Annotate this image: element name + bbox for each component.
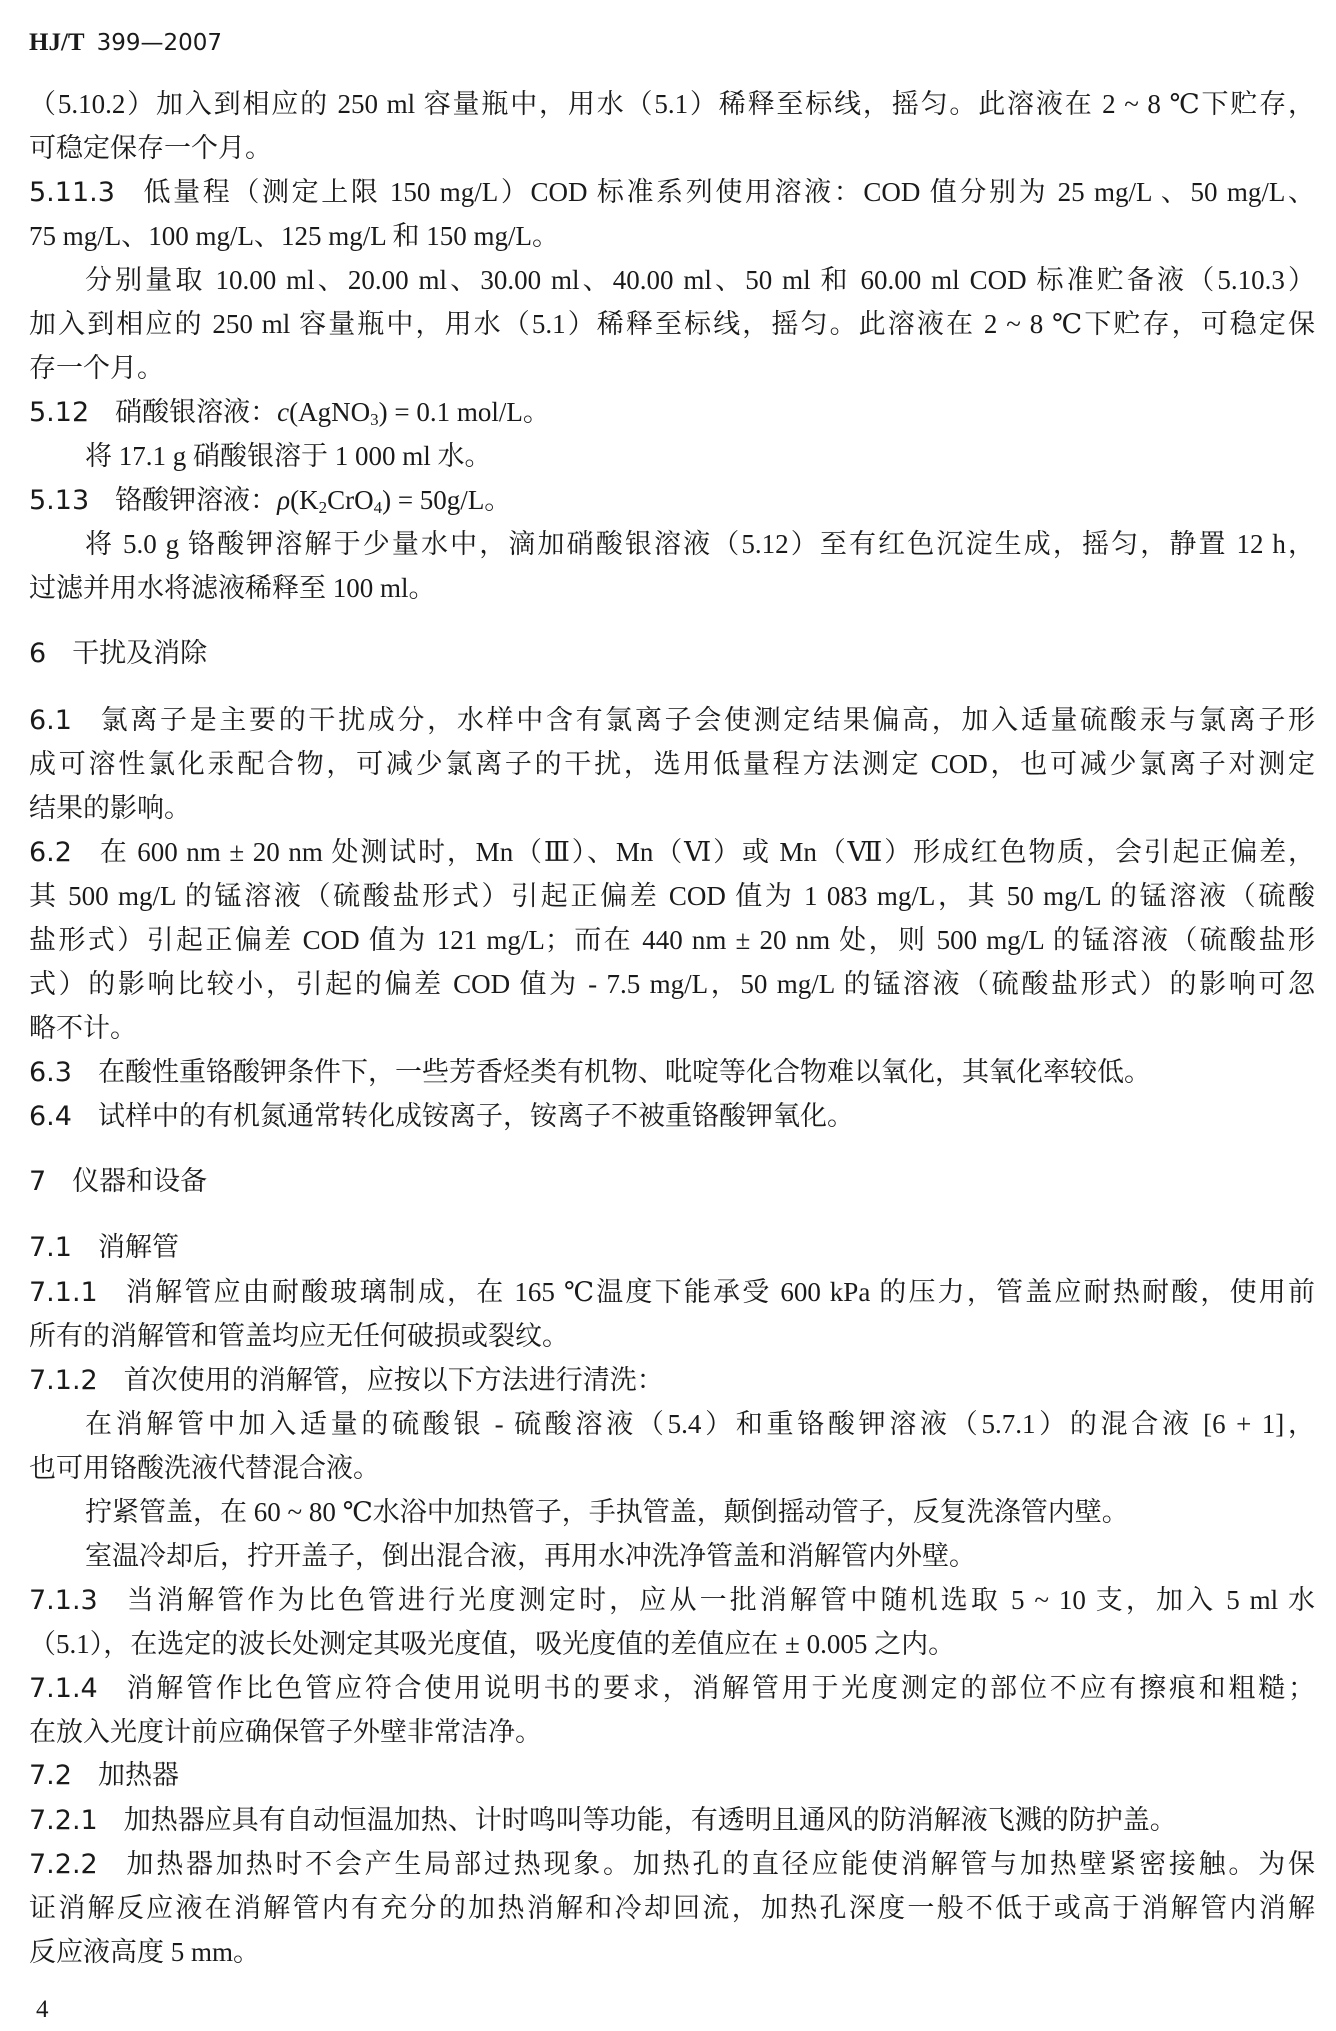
clause-6-2-line-2 bbox=[29, 874, 1315, 918]
line-text: 75 mg/L、100 mg/L、125 mg/L 和 150 mg/L。 bbox=[29, 221, 559, 251]
clause-number: 7.1.4 bbox=[29, 1673, 98, 1704]
clause-7-1-4-line-2 bbox=[29, 1710, 1315, 1754]
subsection-title: 消解管 bbox=[97, 1232, 179, 1263]
clause-5-11-3-para-line-2 bbox=[29, 302, 1315, 346]
clause-number: 6.3 bbox=[29, 1057, 72, 1088]
formula-part: ) = 0.1 mol/L。 bbox=[378, 397, 550, 427]
clause-number: 7.2.1 bbox=[29, 1805, 98, 1836]
subsection-7-2-heading bbox=[29, 1754, 1315, 1798]
line-text: 过滤并用水将滤液稀释至 100 ml。 bbox=[29, 573, 436, 603]
running-header bbox=[29, 23, 222, 63]
line-text: 成可溶性氯化汞配合物，可减少氯离子的干扰，选用低量程方法测定 COD，也可减少氯离子对测定 bbox=[29, 749, 1315, 779]
section-number: 7 bbox=[29, 1166, 47, 1197]
clause-7-1-2-step-3-line-1 bbox=[29, 1534, 1315, 1578]
line-text: 加热器应具有自动恒温加热、计时鸣叫等功能，有透明且通风的防消解液飞溅的防护盖。 bbox=[123, 1805, 1177, 1835]
clause-6-3-line-1 bbox=[29, 1050, 1315, 1094]
formula-part: ) = 50g/L。 bbox=[382, 485, 512, 515]
clause-6-2-line-1 bbox=[29, 830, 1315, 874]
line-text: 加入到相应的 250 ml 容量瓶中，用水（5.1）稀释至标线，摇匀。此溶液在 2 ~ 8 ℃下贮存，可稳定保 bbox=[29, 309, 1315, 339]
line-text: 可稳定保存一个月。 bbox=[29, 133, 272, 163]
clause-number: 6.2 bbox=[29, 837, 72, 868]
section-6-heading bbox=[29, 632, 1315, 676]
clause-number: 5.13 bbox=[29, 485, 90, 516]
clause-5-10-2-line-1 bbox=[29, 82, 1315, 126]
line-text: 将 17.1 g 硝酸银溶于 1 000 ml 水。 bbox=[85, 441, 492, 471]
reagent-name: 硝酸银溶液： bbox=[115, 397, 278, 427]
formula-symbol: c bbox=[277, 397, 290, 427]
line-text: 加热器加热时不会产生局部过热现象。加热孔的直径应能使消解管与加热壁紧密接触。为保 bbox=[123, 1849, 1315, 1879]
line-text: 室温冷却后，拧开盖子，倒出混合液，再用水冲洗净管盖和消解管内外壁。 bbox=[85, 1541, 976, 1571]
clause-5-13-line-1 bbox=[29, 478, 1315, 522]
clause-number: 5.11.3 bbox=[29, 177, 115, 208]
clause-5-13-para-line-1 bbox=[29, 522, 1315, 566]
clause-7-2-1-line-1 bbox=[29, 1798, 1315, 1842]
subsection-7-1-heading bbox=[29, 1226, 1315, 1270]
clause-6-1-line-2 bbox=[29, 742, 1315, 786]
line-text: 结果的影响。 bbox=[29, 793, 191, 823]
line-text: 在酸性重铬酸钾条件下，一些芳香烃类有机物、吡啶等化合物难以氧化，其氧化率较低。 bbox=[97, 1057, 1151, 1087]
formula-symbol: ρ bbox=[277, 485, 291, 515]
clause-6-2-line-3 bbox=[29, 918, 1315, 962]
line-text: 氯离子是主要的干扰成分，水样中含有氯离子会使测定结果偏高，加入适量硫酸汞与氯离子形 bbox=[97, 705, 1315, 735]
clause-7-1-1-line-1 bbox=[29, 1270, 1315, 1314]
line-text: 消解管应由耐酸玻璃制成，在 165 ℃温度下能承受 600 kPa 的压力，管盖应耐热耐酸，使用前 bbox=[123, 1277, 1315, 1307]
clause-5-12-line-1 bbox=[29, 390, 1315, 434]
line-text: 低量程（测定上限 150 mg/L）COD 标准系列使用溶液：COD 值分别为 25 mg/L 、50 mg/L、 bbox=[140, 177, 1315, 207]
section-7-heading bbox=[29, 1160, 1315, 1204]
clause-5-11-3-line-2 bbox=[29, 214, 1315, 258]
clause-5-11-3-para-line-3 bbox=[29, 346, 1315, 390]
subsection-title: 加热器 bbox=[97, 1760, 179, 1791]
clause-7-1-4-line-1 bbox=[29, 1666, 1315, 1710]
clause-7-1-2-step-2-line-1 bbox=[29, 1490, 1315, 1534]
clause-7-1-2-step-1-line-2 bbox=[29, 1446, 1315, 1490]
page-body bbox=[29, 82, 1315, 1974]
line-text: 分别量取 10.00 ml、20.00 ml、30.00 ml、40.00 ml、50 ml 和 60.00 ml COD 标准贮备液（5.10.3） bbox=[85, 265, 1315, 295]
line-text: 存一个月。 bbox=[29, 353, 164, 383]
clause-7-1-3-line-2 bbox=[29, 1622, 1315, 1666]
clause-6-1-line-3 bbox=[29, 786, 1315, 830]
line-text: 其 500 mg/L 的锰溶液（硫酸盐形式）引起正偏差 COD 值为 1 083 mg/L，其 50 mg/L 的锰溶液（硫酸 bbox=[29, 881, 1315, 911]
clause-number: 6.1 bbox=[29, 705, 72, 736]
line-text: 消解管作比色管应符合使用说明书的要求，消解管用于光度测定的部位不应有擦痕和粗糙； bbox=[123, 1673, 1315, 1703]
line-text: 在 600 nm ± 20 nm 处测试时，Mn（Ⅲ）、Mn（Ⅵ）或 Mn（Ⅶ）形成红色物质，会引起正偏差， bbox=[97, 837, 1315, 867]
clause-7-1-2-step-1-line-1 bbox=[29, 1402, 1315, 1446]
line-text: （5.1），在选定的波长处测定其吸光度值，吸光度值的差值应在 ± 0.005 之内。 bbox=[29, 1629, 956, 1659]
formula-part: (K bbox=[290, 485, 319, 515]
clause-7-1-3-line-1 bbox=[29, 1578, 1315, 1622]
line-text: 在放入光度计前应确保管子外壁非常洁净。 bbox=[29, 1717, 542, 1747]
clause-number: 7.1.2 bbox=[29, 1365, 98, 1396]
line-text: 首次使用的消解管，应按以下方法进行清洗： bbox=[123, 1365, 664, 1395]
clause-7-2-2-line-2 bbox=[29, 1886, 1315, 1930]
line-text: 反应液高度 5 mm。 bbox=[29, 1937, 261, 1967]
clause-number: 7.1.3 bbox=[29, 1585, 98, 1616]
reagent-name: 铬酸钾溶液： bbox=[115, 485, 278, 515]
section-title: 干扰及消除 bbox=[72, 638, 208, 669]
clause-number: 7.1.1 bbox=[29, 1277, 98, 1308]
clause-5-11-3-line-1 bbox=[29, 170, 1315, 214]
formula-subscript: 4 bbox=[373, 498, 383, 517]
line-text: 盐形式）引起正偏差 COD 值为 121 mg/L；而在 440 nm ± 20 nm 处，则 500 mg/L 的锰溶液（硫酸盐形 bbox=[29, 925, 1315, 955]
section-title: 仪器和设备 bbox=[72, 1166, 208, 1197]
subsection-number: 7.2 bbox=[29, 1760, 72, 1791]
clause-number: 6.4 bbox=[29, 1101, 72, 1132]
formula-part: CrO bbox=[327, 485, 374, 515]
line-text: （5.10.2）加入到相应的 250 ml 容量瓶中，用水（5.1）稀释至标线，摇匀。此溶液在 2 ~ 8 ℃下贮存， bbox=[29, 89, 1315, 119]
clause-6-2-line-4 bbox=[29, 962, 1315, 1006]
clause-6-4-line-1 bbox=[29, 1094, 1315, 1138]
line-text: 所有的消解管和管盖均应无任何破损或裂纹。 bbox=[29, 1321, 569, 1351]
page-number: 4 bbox=[36, 1996, 49, 2023]
clause-7-2-2-line-1 bbox=[29, 1842, 1315, 1886]
line-text: 当消解管作为比色管进行光度测定时，应从一批消解管中随机选取 5 ~ 10 支，加入 5 ml 水 bbox=[123, 1585, 1315, 1615]
clause-5-10-2-line-2 bbox=[29, 126, 1315, 170]
line-text: 将 5.0 g 铬酸钾溶解于少量水中，滴加硝酸银溶液（5.12）至有红色沉淀生成，摇匀，静置 12 h， bbox=[85, 529, 1315, 559]
line-text: 在消解管中加入适量的硫酸银 - 硫酸溶液（5.4）和重铬酸钾溶液（5.7.1）的混合液 [6 + 1]， bbox=[85, 1409, 1315, 1439]
line-text: 证消解反应液在消解管内有充分的加热消解和冷却回流，加热孔深度一般不低于或高于消解管内消解 bbox=[29, 1893, 1315, 1923]
clause-5-13-para-line-2 bbox=[29, 566, 1315, 610]
line-text: 略不计。 bbox=[29, 1013, 137, 1043]
line-text: 拧紧管盖，在 60 ~ 80 ℃水浴中加热管子，手执管盖，颠倒摇动管子，反复洗涤管内壁。 bbox=[85, 1497, 1129, 1527]
clause-7-2-2-line-3 bbox=[29, 1930, 1315, 1974]
clause-6-1-line-1 bbox=[29, 698, 1315, 742]
section-number: 6 bbox=[29, 638, 47, 669]
subsection-number: 7.1 bbox=[29, 1232, 72, 1263]
standard-number: 399—2007 bbox=[96, 30, 223, 56]
clause-number: 7.2.2 bbox=[29, 1849, 98, 1880]
clause-5-11-3-para-line-1 bbox=[29, 258, 1315, 302]
line-text: 式）的影响比较小，引起的偏差 COD 值为 - 7.5 mg/L，50 mg/L 的锰溶液（硫酸盐形式）的影响可忽 bbox=[29, 969, 1315, 999]
line-text: 试样中的有机氮通常转化成铵离子，铵离子不被重铬酸钾氧化。 bbox=[97, 1101, 854, 1131]
clause-7-1-1-line-2 bbox=[29, 1314, 1315, 1358]
clause-number: 5.12 bbox=[29, 397, 90, 428]
formula-part: (AgNO bbox=[289, 397, 371, 427]
formula-subscript: 3 bbox=[370, 410, 379, 429]
clause-7-1-2-line-1 bbox=[29, 1358, 1315, 1402]
clause-6-2-line-5 bbox=[29, 1006, 1315, 1050]
formula-subscript: 2 bbox=[318, 498, 328, 517]
clause-5-12-para-line-1 bbox=[29, 434, 1315, 478]
line-text: 也可用铬酸洗液代替混合液。 bbox=[29, 1453, 380, 1483]
standard-prefix: HJ/T bbox=[29, 29, 85, 56]
